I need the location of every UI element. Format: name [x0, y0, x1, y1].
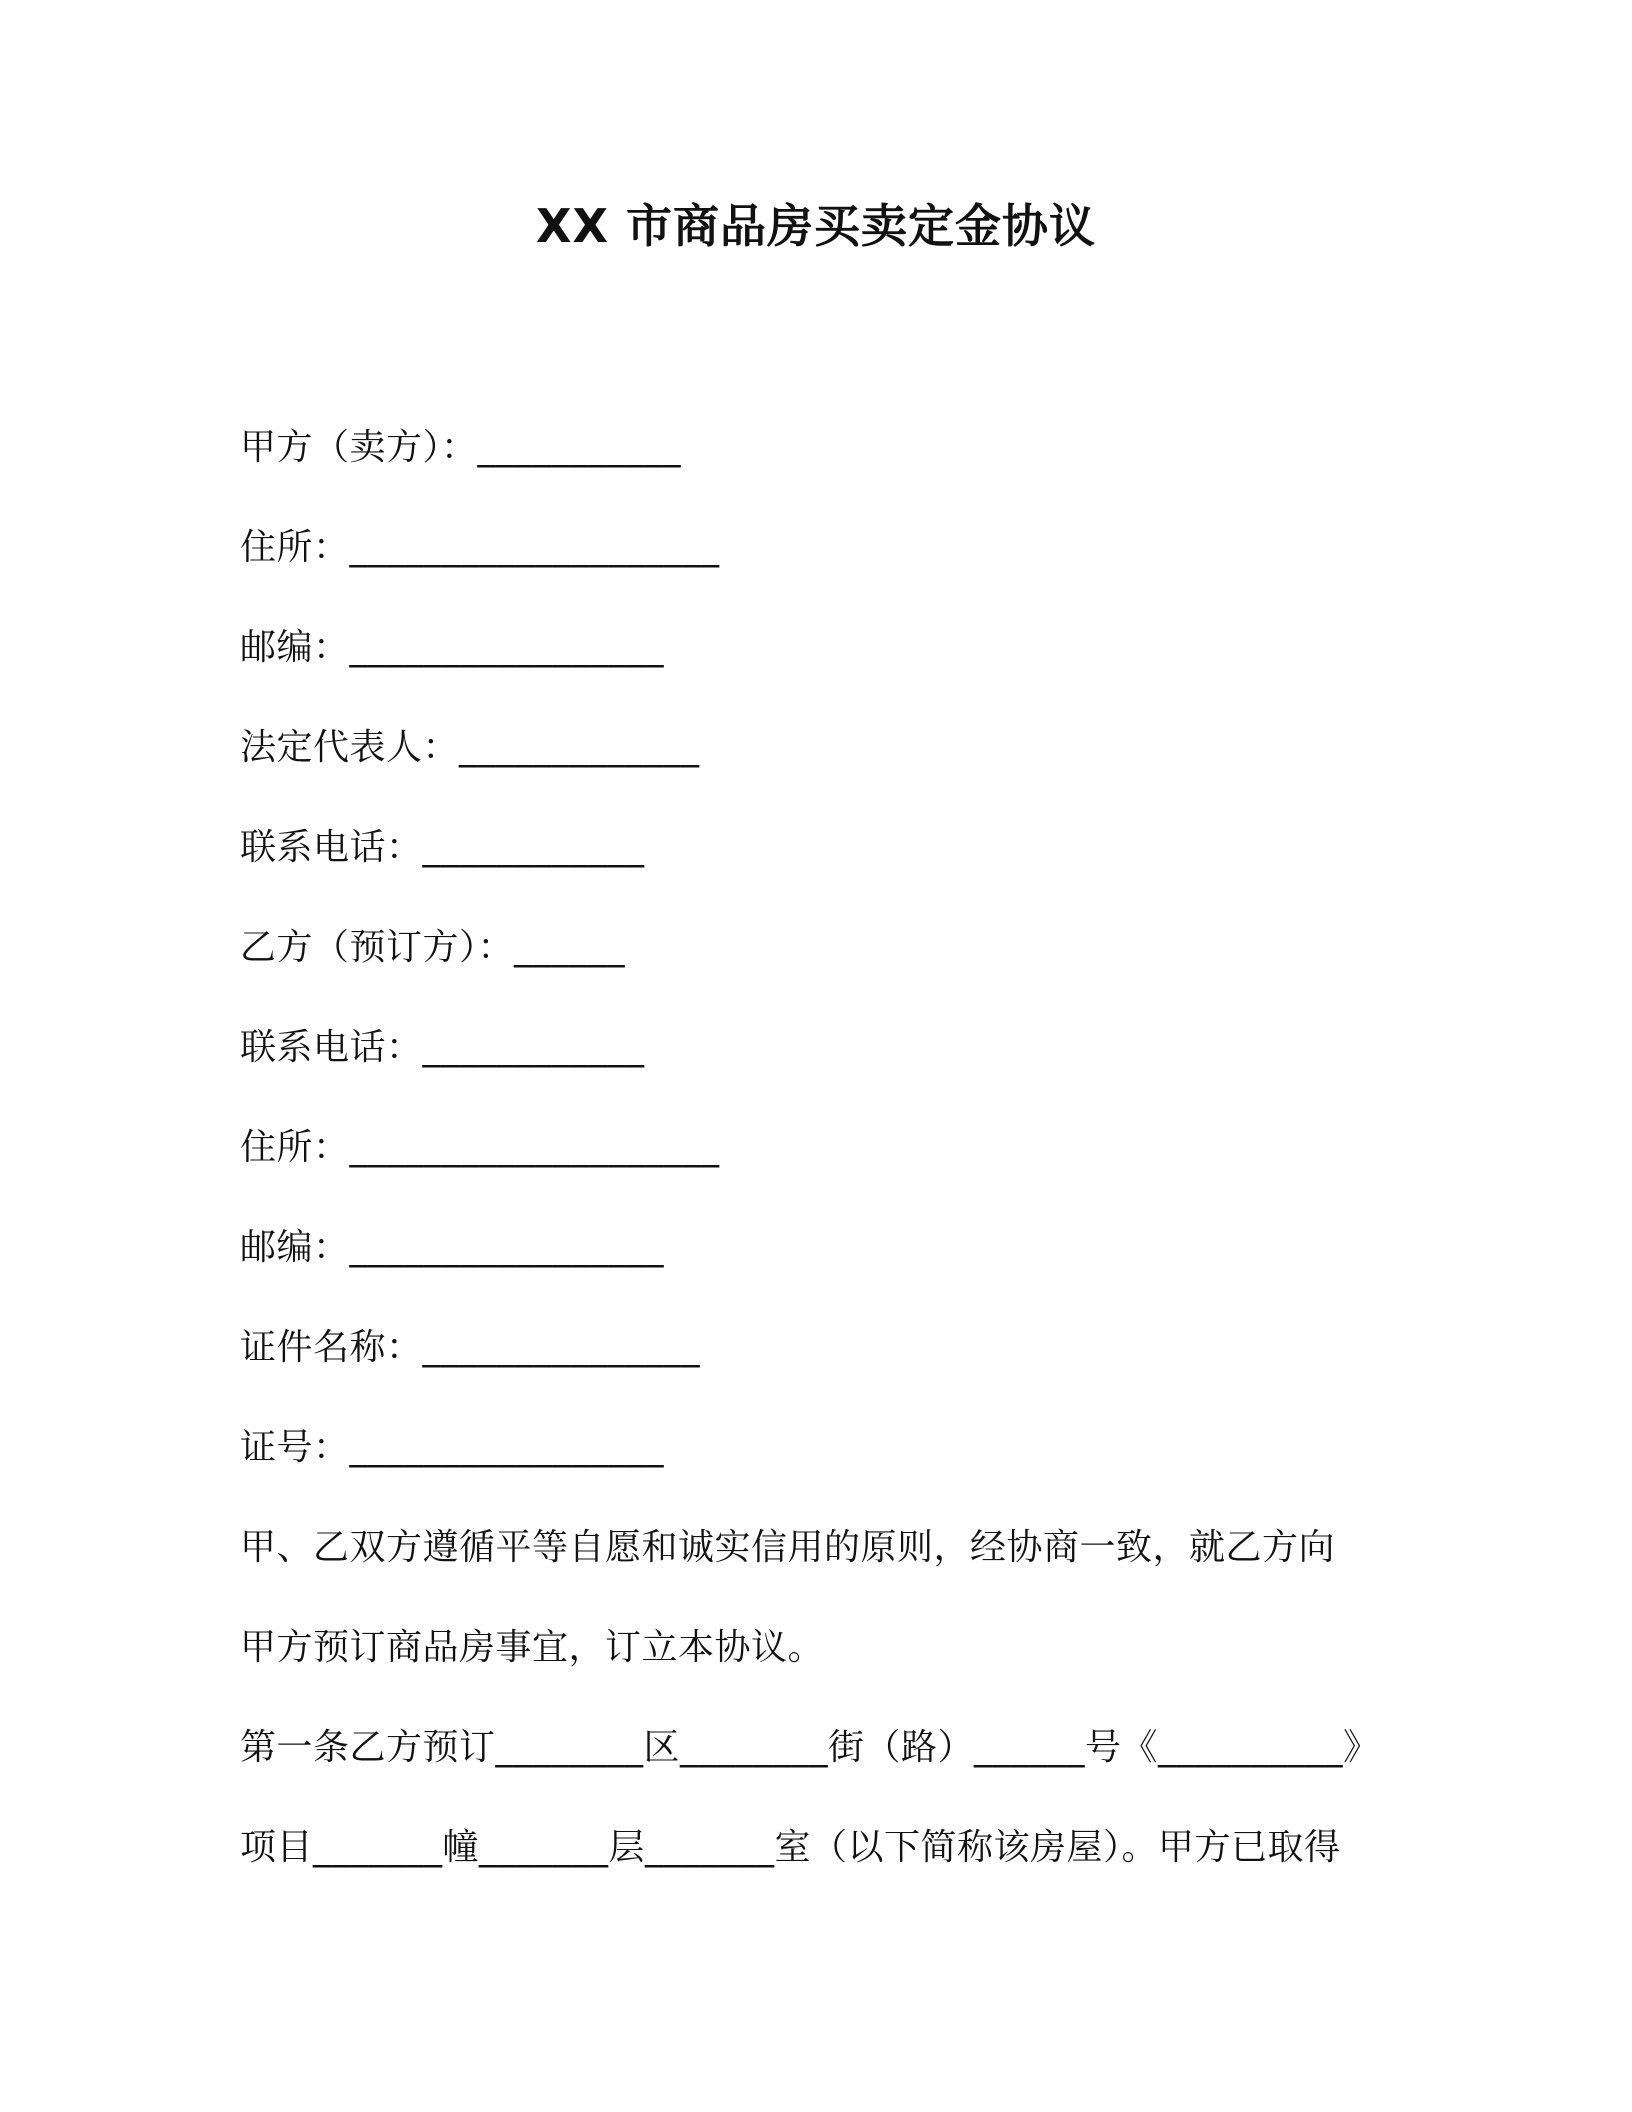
party-b-address	[240, 1124, 720, 1172]
party-b-id-type-blank: _______________	[422, 1327, 701, 1368]
party-a-postcode-blank: _________________	[349, 627, 665, 668]
party-b-heading	[240, 924, 625, 972]
party-b-address-label: 住所：	[240, 1127, 350, 1168]
party-a-phone	[240, 824, 645, 872]
party-a-postcode-label: 邮编：	[240, 627, 350, 668]
party-a-address	[240, 524, 720, 572]
preamble-line-2: 甲方预订商品房事宜，订立本协议。	[240, 1627, 825, 1668]
party-b-phone-label: 联系电话：	[240, 1027, 423, 1068]
party-a-heading	[240, 424, 681, 472]
party-b-id-number	[240, 1424, 664, 1472]
party-a-legal-rep-blank: _____________	[459, 727, 700, 768]
party-b-id-number-blank: _________________	[349, 1427, 665, 1468]
article-1-line-2: 项目_______幢_______层_______室（以下简称该房屋）。甲方已取得	[240, 1827, 1341, 1868]
party-b-id-number-label: 证号：	[240, 1427, 350, 1468]
party-b-phone-blank: ____________	[422, 1027, 645, 1068]
party-b-heading-blank: ______	[514, 927, 626, 968]
party-b-postcode	[240, 1224, 664, 1272]
party-a-phone-label: 联系电话：	[240, 827, 423, 868]
party-a-address-blank: ____________________	[349, 527, 720, 568]
party-a-address-label: 住所：	[240, 527, 350, 568]
party-a-legal-rep	[240, 724, 700, 772]
party-b-postcode-label: 邮编：	[240, 1227, 350, 1268]
party-a-legal-rep-label: 法定代表人：	[240, 727, 460, 768]
party-b-id-type	[240, 1324, 700, 1372]
party-a-heading-blank: ___________	[477, 427, 682, 468]
document-title: XX 市商品房买卖定金协议	[536, 199, 1096, 253]
party-a-heading-label: 甲方（卖方）：	[240, 427, 478, 468]
article-1-line-1: 第一条乙方预订________区________街（路）______号《__________》	[240, 1727, 1380, 1768]
party-b-heading-label: 乙方（预订方）：	[240, 927, 515, 968]
party-b-address-blank: ____________________	[349, 1127, 720, 1168]
party-a-postcode	[240, 624, 664, 672]
preamble-line-1: 甲、乙双方遵循平等自愿和诚实信用的原则，经协商一致，就乙方向	[240, 1527, 1336, 1568]
party-b-phone	[240, 1024, 645, 1072]
party-b-id-type-label: 证件名称：	[240, 1327, 423, 1368]
party-a-phone-blank: ____________	[422, 827, 645, 868]
party-b-postcode-blank: _________________	[349, 1227, 665, 1268]
